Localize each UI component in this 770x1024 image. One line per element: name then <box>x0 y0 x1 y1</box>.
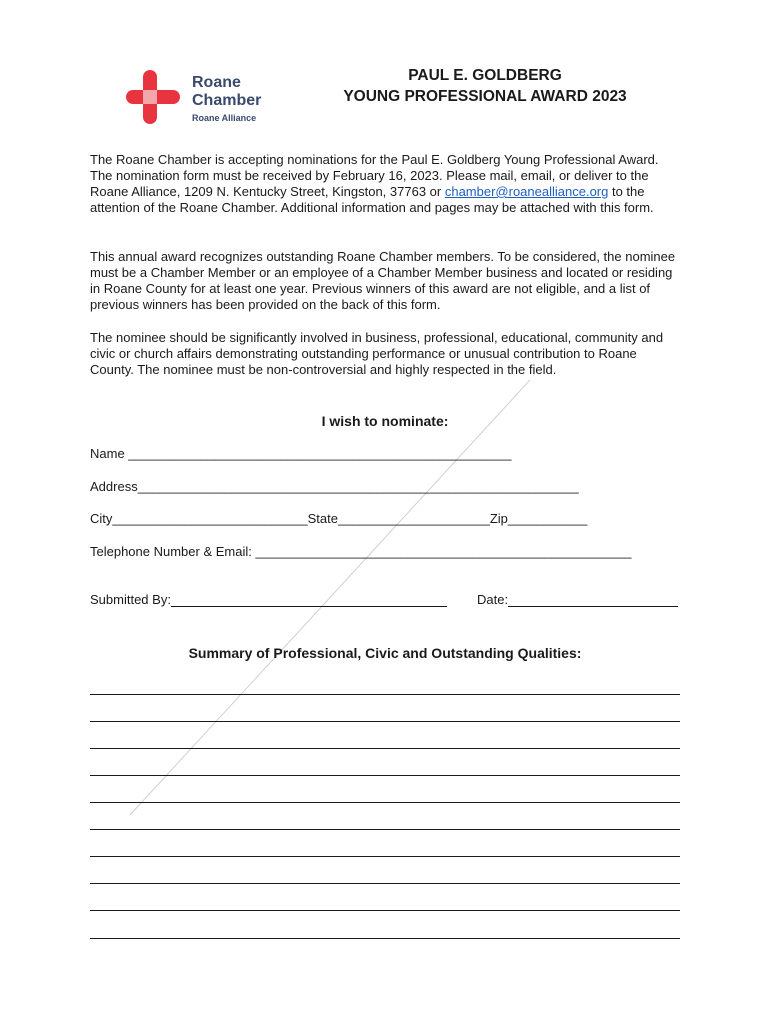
summary-line[interactable] <box>90 748 680 749</box>
intro-paragraph <box>90 152 680 216</box>
summary-heading: Summary of Professional, Civic and Outstanding Qualities: <box>188 645 582 661</box>
address-field[interactable]: Address_____________________________________________________________ <box>90 479 579 494</box>
zip-label: Zip <box>489 511 508 526</box>
state-label: State <box>307 511 338 526</box>
summary-line[interactable] <box>90 910 680 911</box>
submitted-by-field[interactable] <box>171 593 447 607</box>
name-field[interactable]: Name _____________________________________________________ <box>90 446 512 461</box>
date-row <box>477 592 678 607</box>
email-link[interactable]: chamber@roanealliance.org <box>444 184 609 199</box>
summary-line[interactable] <box>90 856 680 857</box>
red-cross-icon <box>124 68 184 128</box>
logo-text-roane: Roane <box>192 74 241 91</box>
summary-line[interactable] <box>90 721 680 722</box>
zip-field[interactable]: ___________ <box>507 511 588 526</box>
date-field[interactable] <box>508 593 678 607</box>
summary-line[interactable] <box>90 938 680 939</box>
award-title-line1: PAUL E. GOLDBERG <box>408 67 562 84</box>
summary-line[interactable] <box>90 883 680 884</box>
city-label: City <box>90 511 113 526</box>
criteria-paragraph: The nominee should be significantly involved in business, professional, educational, community and civic or church affairs demonstrating outstanding performance or unusual contribution to Roane County. The nominee must be non-controversial and highly respected in the field. <box>90 330 664 377</box>
eligibility-paragraph: This annual award recognizes outstanding Roane Chamber members. To be considered, the nominee must be a Chamber Member or an employee of a Chamber Member business and located or residing in Roane County for at least one year. Previous winners of this award are not eligible, and a list of previous winners has been provided on the back of this form. <box>90 249 676 312</box>
state-field[interactable]: _____________________ <box>337 511 490 526</box>
summary-line[interactable] <box>90 802 680 803</box>
phone-email-field[interactable]: Telephone Number & Email: ____________________________________________________ <box>90 544 632 559</box>
nominate-heading: I wish to nominate: <box>321 413 449 429</box>
city-field[interactable]: ___________________________ <box>112 511 308 526</box>
intro-text-b: to the attention of the Roane Chamber. Additional information and pages may be attached with this form. <box>90 184 654 215</box>
submitted-by-label: Submitted By: <box>90 592 171 607</box>
summary-line[interactable] <box>90 829 680 830</box>
summary-line[interactable] <box>90 775 680 776</box>
logo-text-chamber: Chamber <box>192 92 262 109</box>
city-state-zip-row <box>90 511 587 526</box>
summary-line[interactable] <box>90 694 680 695</box>
submitted-by-row <box>90 592 447 607</box>
date-label: Date: <box>477 592 509 607</box>
logo-text-alliance: Roane Alliance <box>192 113 257 123</box>
award-title-line2: YOUNG PROFESSIONAL AWARD 2023 <box>343 88 627 105</box>
roane-chamber-logo <box>124 68 284 130</box>
intro-text-a: The Roane Chamber is accepting nominations for the Paul E. Goldberg Young Professional Award. The nomination form must be received by February 16, 2023. Please mail, email, or deliver to the Roane Alliance, 1209 N. Kentucky Street, Kingston, 37763 or <box>90 152 659 199</box>
